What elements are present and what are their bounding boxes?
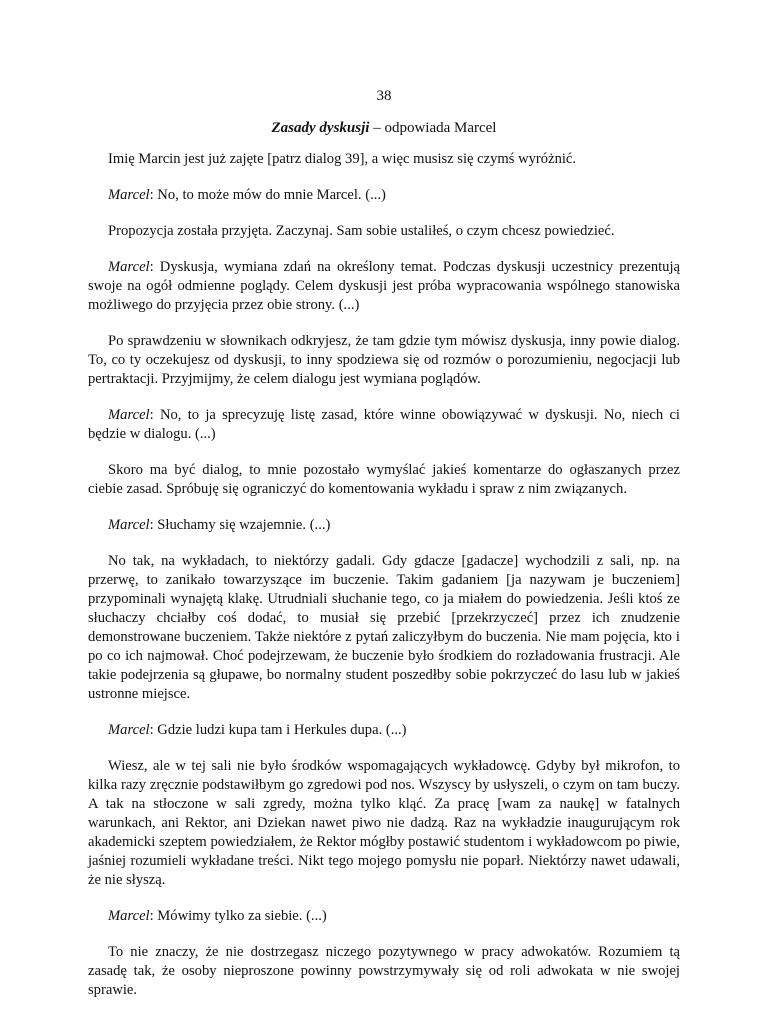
speaker-name: Marcel [108, 908, 150, 924]
speaker-name: Marcel [108, 407, 150, 423]
paragraph-text: : Słuchamy się wzajemnie. (...) [149, 517, 331, 533]
dialog-line-narrator [88, 552, 680, 704]
dialog-line-narrator [88, 332, 680, 389]
paragraph-text: Skoro ma być dialog, to mnie pozostało wymyślać jakieś komentarze do ogłaszanych przez ciebie zasad. Spróbuję się ograniczyć do komentowania wykładu i spraw z nim związanych. [88, 462, 680, 497]
dialog-line-narrator [88, 757, 680, 890]
page-number: 38 [376, 88, 392, 104]
paragraph-text: Po sprawdzeniu w słownikach odkryjesz, że tam gdzie tym mówisz dyskusja, inny powie dialog. To, co ty oczekujesz od dyskusji, to inny spodziewa się od rozmów o porozumieniu, negocjacji lub pertraktacji. Przyjmijmy, że celem dialogu jest wymiana poglądów. [88, 333, 680, 387]
dialog-line-narrator [88, 943, 680, 1000]
dialog-line-marcel [88, 186, 680, 205]
paragraph-text: Wiesz, ale w tej sali nie było środków wspomagających wykładowcę. Gdyby był mikrofon, to kilka razy zręcznie podstawiłbym go zgredowi pod nos. Wszyscy by usłyszeli, o czym on tam buczy. A tak na stłoczone w sali zgredy, można tylko kląć. Za pracę [wam za naukę] w fatalnych warunkach, ani Rektor, ani Dziekan nawet piwo nie dadzą. Raz na wykładzie inaugurującym rok akademicki szeptem powiedziałem, że Rektor mógłby postawić studentom i wykładowcom po piwie, jaśniej rozumieli wykładane treści. Nikt tego mojego pomysłu nie poparł. Niektórzy nawet udawali, że nie słyszą. [88, 758, 680, 888]
paragraph-text: : Dyskusja, wymiana zdań na określony temat. Podczas dyskusji uczestnicy prezentują swoje na ogół odmienne poglądy. Celem dyskusji jest próba wypracowania wspólnego stanowiska możliwego do przyjęcia przez obie strony. (...) [88, 259, 680, 313]
paragraph-text: : No, to może mów do mnie Marcel. (...) [149, 187, 386, 203]
paragraph-text: Imię Marcin jest już zajęte [patrz dialog 39], a więc musisz się czymś wyróżnić. [108, 151, 577, 167]
dialog-line-marcel [88, 258, 680, 315]
title-rest: odpowiada Marcel [384, 120, 497, 136]
dialog-line-narrator [88, 222, 680, 241]
paragraph-text: To nie znaczy, że nie dostrzegasz niczego pozytywnego w pracy adwokatów. Rozumiem tą zasadę tak, że osoby nieproszone powinny powstrzymywały się od roli adwokata w nie swojej sprawie. [88, 944, 680, 998]
dialog-line-marcel [88, 406, 680, 444]
paragraph-text: Propozycja została przyjęta. Zaczynaj. Sam sobie ustaliłeś, o czym chcesz powiedzieć. [108, 223, 615, 239]
dialog-line-marcel [88, 516, 680, 535]
dialog-line-narrator [88, 150, 680, 169]
speaker-name: Marcel [108, 259, 150, 275]
speaker-name: Marcel [108, 187, 150, 203]
paragraph-text: : No, to ja sprecyzuję listę zasad, które winne obowiązywać w dyskusji. No, niech ci będzie w dialogu. (...) [88, 407, 680, 442]
paragraph-text: No tak, na wykładach, to niektórzy gadali. Gdy gdacze [gadacze] wychodzili z sali, np. na przerwę, to zanikało towarzyszące im buczenie. Takim gadaniem [ja nazywam je buczeniem] przypominali wynajętą klakę. Utrudniali słuchanie tego, co ja miałem do powiedzenia. Jeśli ktoś ze słuchaczy chciałby coś dodać, to musiał się przebić [przekrzyczeć] przez ich znudzenie demonstrowane buczeniem. Także niektóre z pytań zaliczyłbym do buczenia. Nie mam pojęcia, kto i po co ich najmował. Choć podejrzewam, że buczenie było środkiem do rozładowania frustracji. Ale takie podejrzenia są głupawe, bo normalny student poszedłby sobie pokrzyczeć do lasu lub w jakieś ustronne miejsce. [88, 553, 680, 702]
document-body [88, 150, 680, 1017]
dialog-line-narrator [88, 461, 680, 499]
title-main: Zasady dyskusji [271, 120, 370, 136]
speaker-name: Marcel [108, 722, 150, 738]
paragraph-text: : Gdzie ludzi kupa tam i Herkules dupa. (...) [149, 722, 407, 738]
section-title [0, 119, 768, 137]
dialog-line-marcel [88, 907, 680, 926]
speaker-name: Marcel [108, 517, 150, 533]
dialog-line-marcel [88, 721, 680, 740]
title-dash: – [369, 120, 385, 136]
paragraph-text: : Mówimy tylko za siebie. (...) [149, 908, 327, 924]
